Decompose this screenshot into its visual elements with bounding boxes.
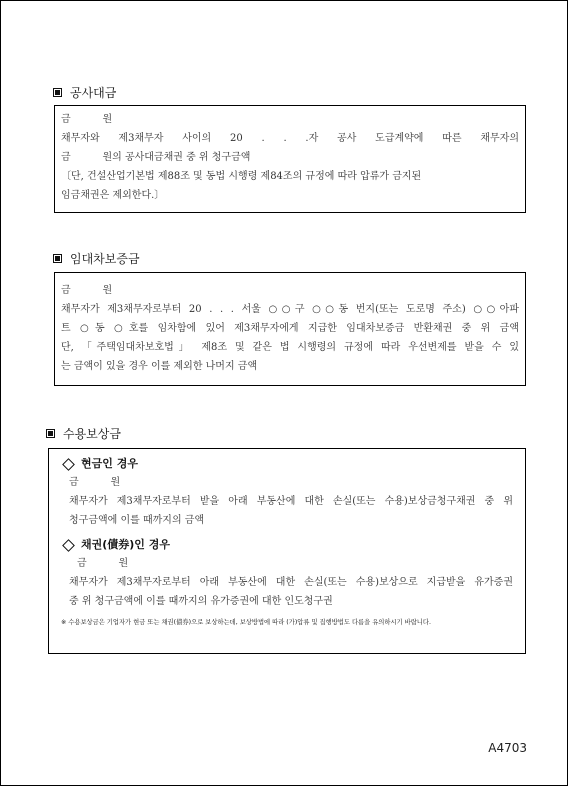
expropriation-note: ※ 수용보상금은 기업자가 현금 또는 채권(債券)으로 보상하는데, 보상방법에 따라 (가)압류 및 집행방법도 다름을 유의하시기 바랍니다.	[61, 619, 431, 626]
expropriation-box	[48, 448, 526, 654]
text-line: 채무자가 제3채무자로부터 받을 아래 부동산에 대한 손실(또는 수용)보상금청구채권 중 위	[69, 496, 513, 507]
text-line: 임금채권은 제외한다.〕	[61, 190, 165, 201]
diamond-bullet-icon	[62, 458, 75, 471]
amount-line: 금 원	[61, 114, 113, 125]
filled-square-bullet-icon	[53, 254, 62, 263]
amount-line: 금 원	[69, 477, 121, 488]
filled-square-bullet-icon	[53, 88, 62, 97]
bond-case-heading	[61, 536, 513, 554]
diamond-bullet-icon	[62, 539, 75, 552]
filled-square-bullet-icon	[46, 429, 55, 438]
text-line: 채무자가 제3채무자로부터 20 . . . 서울 ○○구 ○○동 번지(또는 도로명 주소) ○○아파	[61, 304, 519, 315]
text-line: 채무자와 제3채무자 사이의 20 . . .자 공사 도급계약에 따른 채무자의	[61, 133, 519, 144]
amount-line: 금 원	[61, 285, 113, 296]
text-line: 청구금액에 이를 때까지의 금액	[69, 515, 205, 526]
lease-deposit-box	[54, 272, 526, 386]
text-line: 중 위 청구금액에 이를 때까지의 유가증권에 대한 인도청구권	[69, 596, 333, 607]
section-title: 임대차보증금	[70, 252, 140, 266]
sub-heading-text: 현금인 경우	[81, 457, 138, 470]
text-line: 〔단, 건설산업기본법 제88조 및 동법 시행령 제84조의 규정에 따라 압류가 금지된	[61, 171, 422, 182]
amount-line: 금 원	[77, 558, 129, 569]
text-line: 트 ○동 ○호를 임차함에 있어 제3채무자에게 지급한 임대차보증금 반환채권 중 위 금액	[61, 323, 519, 334]
form-code: A4703	[488, 741, 527, 755]
text-line: 금 원의 공사대금채권 중 위 청구금액	[61, 152, 251, 163]
section-heading-construction	[53, 84, 116, 101]
cash-case-heading	[61, 455, 513, 473]
text-line: 단, 「주택임대차보호법」 제8조 및 같은 법 시행령의 규정에 따라 우선변제를 받을 수 있	[61, 342, 519, 353]
section-heading-lease-deposit	[53, 250, 140, 267]
section-title: 수용보상금	[63, 427, 121, 441]
sub-heading-text: 채권(債券)인 경우	[81, 538, 171, 551]
construction-payment-box	[54, 105, 526, 213]
section-heading-expropriation	[46, 425, 121, 442]
text-line: 채무자가 제3채무자로부터 아래 부동산에 대한 손실(또는 수용)보상으로 지급받을 유가증권	[69, 577, 513, 588]
text-line: 는 금액이 있을 경우 이를 제외한 나머지 금액	[61, 361, 258, 372]
section-title: 공사대금	[70, 86, 117, 100]
